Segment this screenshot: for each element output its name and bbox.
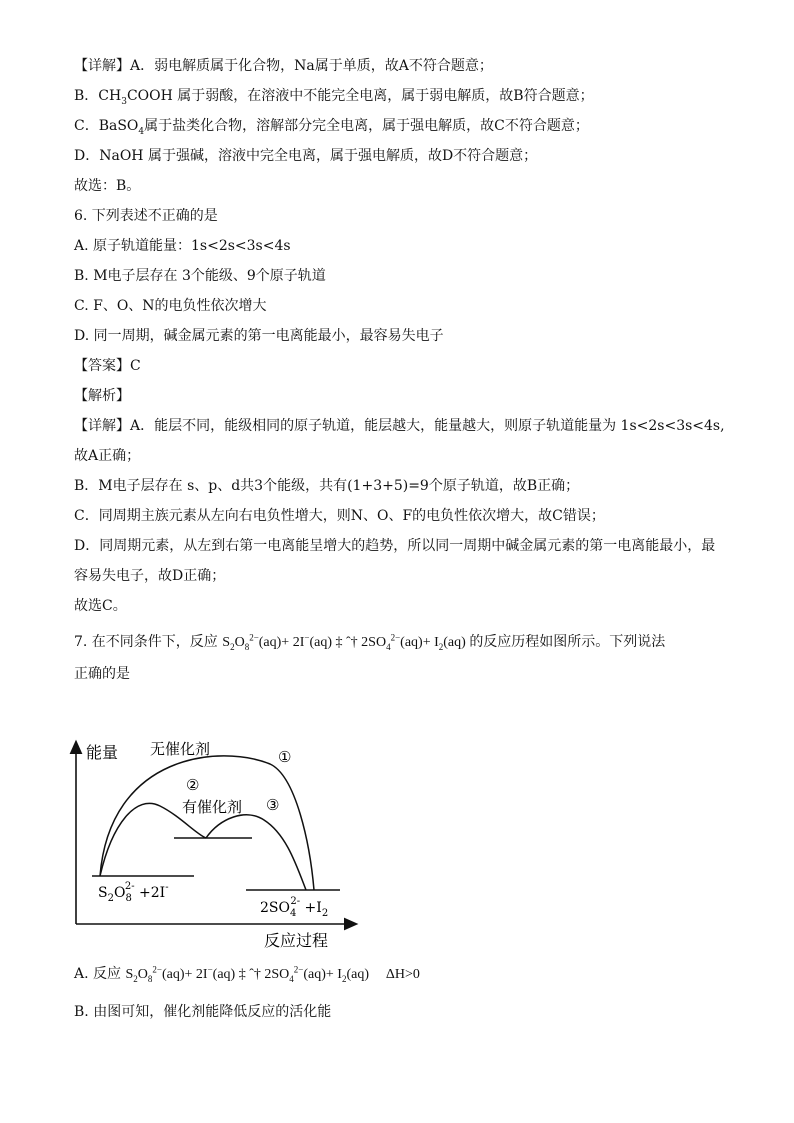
eq-part: (aq) [346,967,370,982]
curve-mark-1: ① [278,748,292,766]
analysis-line-5: D．同周期元素，从左到右第一电离能呈增大的趋势，所以同一周期中碱金属元素的第一电离能最小，最 [74,538,716,554]
y-axis-label: 能量 [86,743,119,762]
p-sub: 2 [321,908,329,919]
eq-sub: 4 [386,641,391,652]
eq-part: (aq)+ 2I [258,635,305,650]
r-sup: - [165,882,169,893]
r-sub: 2 [107,893,114,904]
text: A. 反应 [74,966,122,982]
label-catalyst: 有催化剂 [182,798,243,816]
product-label [260,896,328,919]
curve-no-catalyst [100,756,314,890]
analysis-line-2: 故A正确； [74,448,141,464]
r-part: S [98,885,108,901]
reaction-equation [222,632,469,652]
eq-part: (aq)+ 2I [161,967,208,982]
question-7-stem [74,632,665,653]
text: 的反应历程如图所示。下列说法 [469,634,666,650]
eq-sup: 2− [390,632,401,643]
reversible-arrow-glyph: ‡ ˆ† [238,967,261,982]
question-7-stem-cont: 正确的是 [74,666,130,682]
energy-profile-diagram [60,734,360,954]
analysis-line-7: 故选C。 [74,598,127,614]
eq-sub: 2 [230,641,235,652]
eq-part: S [125,967,134,982]
eq-part: (aq)+ I [400,635,439,650]
analysis-line-3: B．M电子层存在 s、p、d共3个能级，共有(1+3+5)=9个原子轨道，故B正确； [74,478,580,494]
detail-line-2 [74,86,594,106]
eq-part: O [137,967,148,982]
detail-line-1: 【详解】A．弱电解质属于化合物，Na属于单质，故A不符合题意； [74,58,493,74]
eq-part: 2SO [361,635,387,650]
eq-sub: 8 [147,973,153,984]
answer-label: 【答案】C [74,358,141,374]
eq-sub: 2 [438,641,444,652]
question-6-option-c: C. F、O、N的电负性依次增大 [74,298,267,314]
eq-sub: 8 [244,641,250,652]
label-no-catalyst: 无催化剂 [150,740,211,758]
analysis-label: 【解析】 [74,388,130,404]
text: 属于盐类化合物，溶解部分完全电离，属于强电解质，故C不符合题意； [144,118,589,134]
r-part: O [113,885,126,901]
reaction-equation [125,964,372,984]
analysis-line-4: C．同周期主族元素从左向右电负性增大，则N、O、F的电负性依次增大，故C错误； [74,508,605,524]
text: 7. 在不同条件下，反应 [74,634,218,650]
curve-catalyst-step-2 [206,815,306,890]
r-part: +2I [134,885,166,901]
eq-part: (aq)+ I [303,967,342,982]
question-7-option-b: B. 由图可知，催化剂能降低反应的活化能 [74,1004,332,1020]
r-sub: 8 [125,893,132,904]
text: COOH 属于弱酸，在溶液中不能完全电离，属于弱电解质，故B符合题意； [126,88,594,104]
eq-sub: 2 [341,973,347,984]
eq-part: (aq) [443,635,466,650]
eq-sup: 2− [152,964,162,975]
text: C．BaSO [74,118,139,134]
p-sub: 4 [289,908,297,919]
eq-sup: − [207,964,213,975]
subscript: 3 [121,96,127,107]
detail-line-3 [74,116,589,136]
question-7-option-a [74,964,420,985]
detail-line-4: D．NaOH 属于强碱，溶液中完全电离，属于强电解质，故D不符合题意； [74,148,538,164]
question-6-option-d: D. 同一周期，碱金属元素的第一电离能最小，最容易失电子 [74,328,444,344]
eq-sup: − [304,632,310,643]
curve-mark-2: ② [186,776,200,794]
question-6-option-a: A. 原子轨道能量：1s<2s<3s<4s [74,238,291,254]
question-6-stem: 6. 下列表述不正确的是 [74,208,218,224]
x-axis-label: 反应过程 [264,931,329,950]
question-6-option-b: B. M电子层存在 3个能级、9个原子轨道 [74,268,326,284]
eq-part: 2SO [264,967,290,982]
eq-part: S [222,635,231,650]
eq-sub: 2 [133,973,138,984]
p-part: +I [300,900,322,916]
eq-sup: 2− [293,964,304,975]
analysis-line-6: 容易失电子，故D正确； [74,568,226,584]
curve-mark-3: ③ [266,796,280,814]
eq-sub: 4 [289,973,294,984]
p-sup: 2- [290,896,301,907]
r-sup: 2- [124,881,135,892]
p-part: 2SO [260,900,290,916]
reactant-label [98,881,169,904]
subscript: 4 [138,126,145,137]
eq-part: (aq) [212,967,236,982]
enthalpy-condition: ΔH>0 [385,967,420,982]
analysis-line-1: 【详解】A．能层不同，能级相同的原子轨道，能层越大，能量越大，则原子轨道能量为 1s<2s<3s<4s, [74,418,725,434]
eq-sup: 2− [249,632,259,643]
reversible-arrow-glyph: ‡ ˆ† [335,635,358,650]
text: B．CH [74,88,122,104]
conclusion-line: 故选：B。 [74,178,141,194]
eq-part: (aq) [309,635,332,650]
eq-part: O [234,635,245,650]
